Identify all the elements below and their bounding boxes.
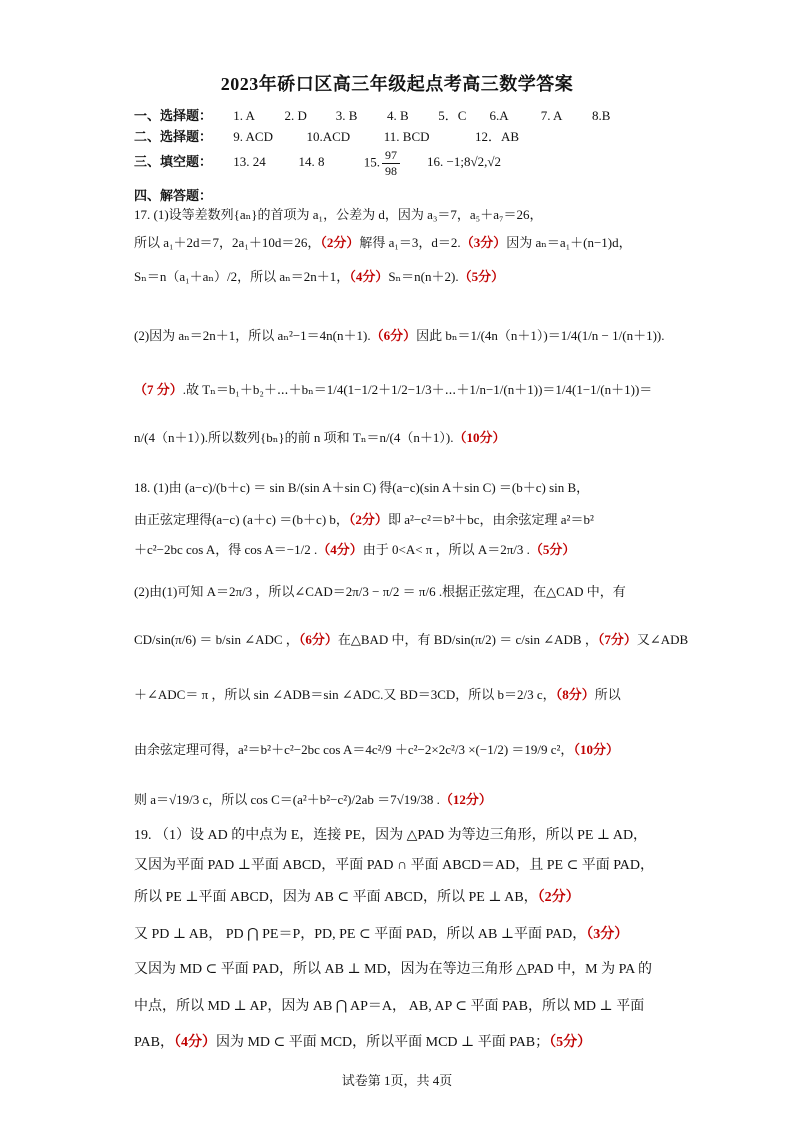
text-run: 因为 MD ⊂ 平面 MCD，所以平面 MCD ⊥ 平面 PAB；: [215, 1035, 550, 1050]
solution-line: [134, 428, 664, 448]
score-mark: （5分）: [549, 1035, 592, 1050]
text-run: 解得 a₁＝3，d＝2.: [359, 235, 461, 250]
solution-line: 18. (1)由 (a−c)/(b＋c) ＝ sin B/(sin A＋sin C) 得(a−c)(sin A＋sin C) ＝(b＋c) sin B，: [134, 480, 590, 495]
section-multiple-choice: [134, 105, 632, 124]
solution-line: [134, 888, 664, 908]
text-run: 又∠ADB: [636, 632, 689, 647]
text-run: 在△BAD 中，有 BD/sin(π/2) ＝ c/sin ∠ADB ，: [337, 632, 598, 647]
section-multi-select: [134, 126, 535, 145]
solution-line: [134, 1033, 664, 1053]
score-mark: （2分）: [537, 890, 580, 905]
solution-line: [134, 380, 664, 400]
text-run: .故 Tₙ＝b₁＋b₂＋⋯＋bₙ＝1/4(1−1/2＋1/2−1/3＋⋯＋1/n−1/(n＋1))＝1/4(1−1/(n＋1))＝: [182, 382, 653, 397]
text-run: 因此 bₙ＝1/(4n（n＋1）)＝1/4(1/n − 1/(n＋1)).: [416, 328, 665, 343]
text-run: 所以: [594, 687, 621, 702]
score-mark: （3分）: [586, 927, 629, 942]
section-label: 一、选择题：: [134, 108, 213, 123]
text-run: 则 a＝√19/3 c，所以 cos C＝(a²＋b²−c²)/2ab ＝7√19/38 .: [134, 792, 440, 807]
solution-line: [134, 540, 664, 560]
answer-item: 8.B: [592, 108, 611, 123]
score-mark: （4分）: [173, 1035, 216, 1050]
answer-item: 5．C: [438, 108, 467, 123]
text-run: 由于 0<A< π ，所以 A＝2π/3 .: [362, 542, 530, 557]
solution-line: [134, 790, 664, 810]
score-mark: （7分）: [597, 632, 637, 647]
answer-prefix: 15.: [363, 154, 380, 170]
score-mark: （4分）: [317, 542, 363, 557]
solution-line: [134, 267, 664, 287]
text-run: ＋c²−2bc cos A，得 cos A＝−1/2 .: [134, 542, 318, 557]
text-run: Sₙ＝n(n＋2).: [388, 269, 459, 284]
fraction: [382, 148, 400, 179]
solution-line: 中点，所以 MD ⊥ AP，因为 AB ⋂ AP＝A， AB, AP ⊂ 平面 PAB，所以 MD ⊥ 平面: [134, 999, 645, 1014]
answer-item: 16. −1;8√2,√2: [427, 154, 501, 170]
score-mark: （5分）: [529, 542, 576, 557]
solution-line: [134, 326, 664, 346]
answer-item: 9. ACD: [233, 129, 273, 144]
text-run: 因为 aₙ＝a₁＋(n−1)d，: [506, 235, 632, 250]
solution-line: 19. （1）设 AD 的中点为 E，连接 PE，因为 △PAD 为等边三角形，所以 PE ⊥ AD，: [134, 828, 648, 843]
solution-line: [134, 685, 664, 705]
text-run: 又 PD ⊥ AB， PD ⋂ PE＝P，PD, PE ⊂ 平面 PAD，所以 AB ⊥平面 PAD，: [134, 927, 587, 942]
score-mark: （2分）: [348, 512, 388, 527]
score-mark: （12分）: [439, 792, 492, 807]
text-run: Sₙ＝n（a₁＋aₙ）/2，所以 aₙ＝2n＋1，: [134, 269, 350, 284]
score-mark: （10分）: [573, 742, 619, 757]
text-run: ＋∠ADC＝ π ，所以 sin ∠ADB＝sin ∠ADC.又 BD＝3CD，所以 b＝2/3 c，: [134, 687, 556, 702]
answer-item: 14. 8: [298, 154, 325, 170]
score-mark: （7 分）: [134, 382, 183, 397]
page-footer: 试卷第 1页，共 4页: [341, 1073, 453, 1088]
answer-item: 2. D: [284, 108, 307, 123]
text-run: 所以 a₁＋2d＝7，2a₁＋10d＝26，: [134, 235, 321, 250]
fraction-denominator: 98: [385, 164, 397, 178]
fraction-numerator: 97: [382, 148, 400, 164]
text-run: (2)因为 aₙ＝2n＋1，所以 aₙ²−1＝4n(n＋1).: [134, 328, 371, 343]
score-mark: （6分）: [370, 328, 417, 343]
score-mark: （5分）: [458, 269, 505, 284]
solution-line: [134, 925, 664, 945]
section-label: 三、填空题：: [134, 154, 213, 170]
answer-item: 1. A: [233, 108, 255, 123]
answer-item: 10.ACD: [306, 129, 351, 144]
text-run: PAB，: [134, 1035, 174, 1050]
solution-line: 17. (1)设等差数列{aₙ}的首项为 a₁，公差为 d，因为 a₃＝7，a₅＋a₇＝26，: [134, 207, 543, 222]
text-run: 由正弦定理得(a−c) (a＋c) ＝(b＋c) b，: [134, 512, 349, 527]
answer-item: 7. A: [540, 108, 563, 123]
section-label: 二、选择题：: [134, 129, 213, 144]
text-run: 所以 PE ⊥平面 ABCD，因为 AB ⊂ 平面 ABCD，所以 PE ⊥ AB，: [134, 890, 538, 905]
score-mark: （2分）: [320, 235, 360, 250]
solution-line: [134, 740, 664, 760]
solution-line: [134, 233, 664, 253]
section-label: 四、解答题：: [134, 188, 213, 203]
answer-item: 11. BCD: [383, 129, 430, 144]
answer-item: 4. B: [387, 108, 409, 123]
score-mark: （6分）: [298, 632, 338, 647]
text-run: 即 a²−c²＝b²＋bc，由余弦定理 a²＝b²: [387, 512, 594, 527]
solution-line: 又因为平面 PAD ⊥平面 ABCD，平面 PAD ∩ 平面 ABCD＝AD，且 PE ⊂ 平面 PAD，: [134, 858, 655, 873]
score-mark: （8分）: [555, 687, 595, 702]
answer-item: 3. B: [335, 108, 358, 123]
score-mark: （4分）: [349, 269, 389, 284]
answer-item: 12．AB: [475, 129, 520, 144]
solution-line: (2)由(1)可知 A＝2π/3 ，所以∠CAD＝2π/3 − π/2 ＝ π/6 .根据正弦定理，在△CAD 中，有: [134, 584, 626, 599]
score-mark: （10分）: [453, 430, 506, 445]
text-run: CD/sin(π/6) ＝ b/sin ∠ADC ，: [134, 632, 299, 647]
score-mark: （3分）: [460, 235, 507, 250]
answer-item: 13. 24: [233, 154, 266, 170]
section-fill-blank: [134, 148, 501, 179]
solution-line: [134, 510, 664, 530]
answer-item: [364, 148, 424, 179]
page-title: 2023年硚口区高三年级起点考高三数学答案: [220, 74, 574, 94]
answer-item: 6.A: [489, 108, 509, 123]
solution-line: [134, 630, 689, 650]
text-run: 由余弦定理可得，a²＝b²＋c²−2bc cos A＝4c²/9 ＋c²−2×2c²/3 ×(−1/2) ＝19/9 c²，: [134, 742, 574, 757]
solution-line: 又因为 MD ⊂ 平面 PAD，所以 AB ⊥ MD，因为在等边三角形 △PAD 中，M 为 PA 的: [134, 962, 652, 977]
text-run: n/(4（n＋1）).所以数列{bₙ}的前 n 项和 Tₙ＝n/(4（n＋1）).: [134, 430, 454, 445]
